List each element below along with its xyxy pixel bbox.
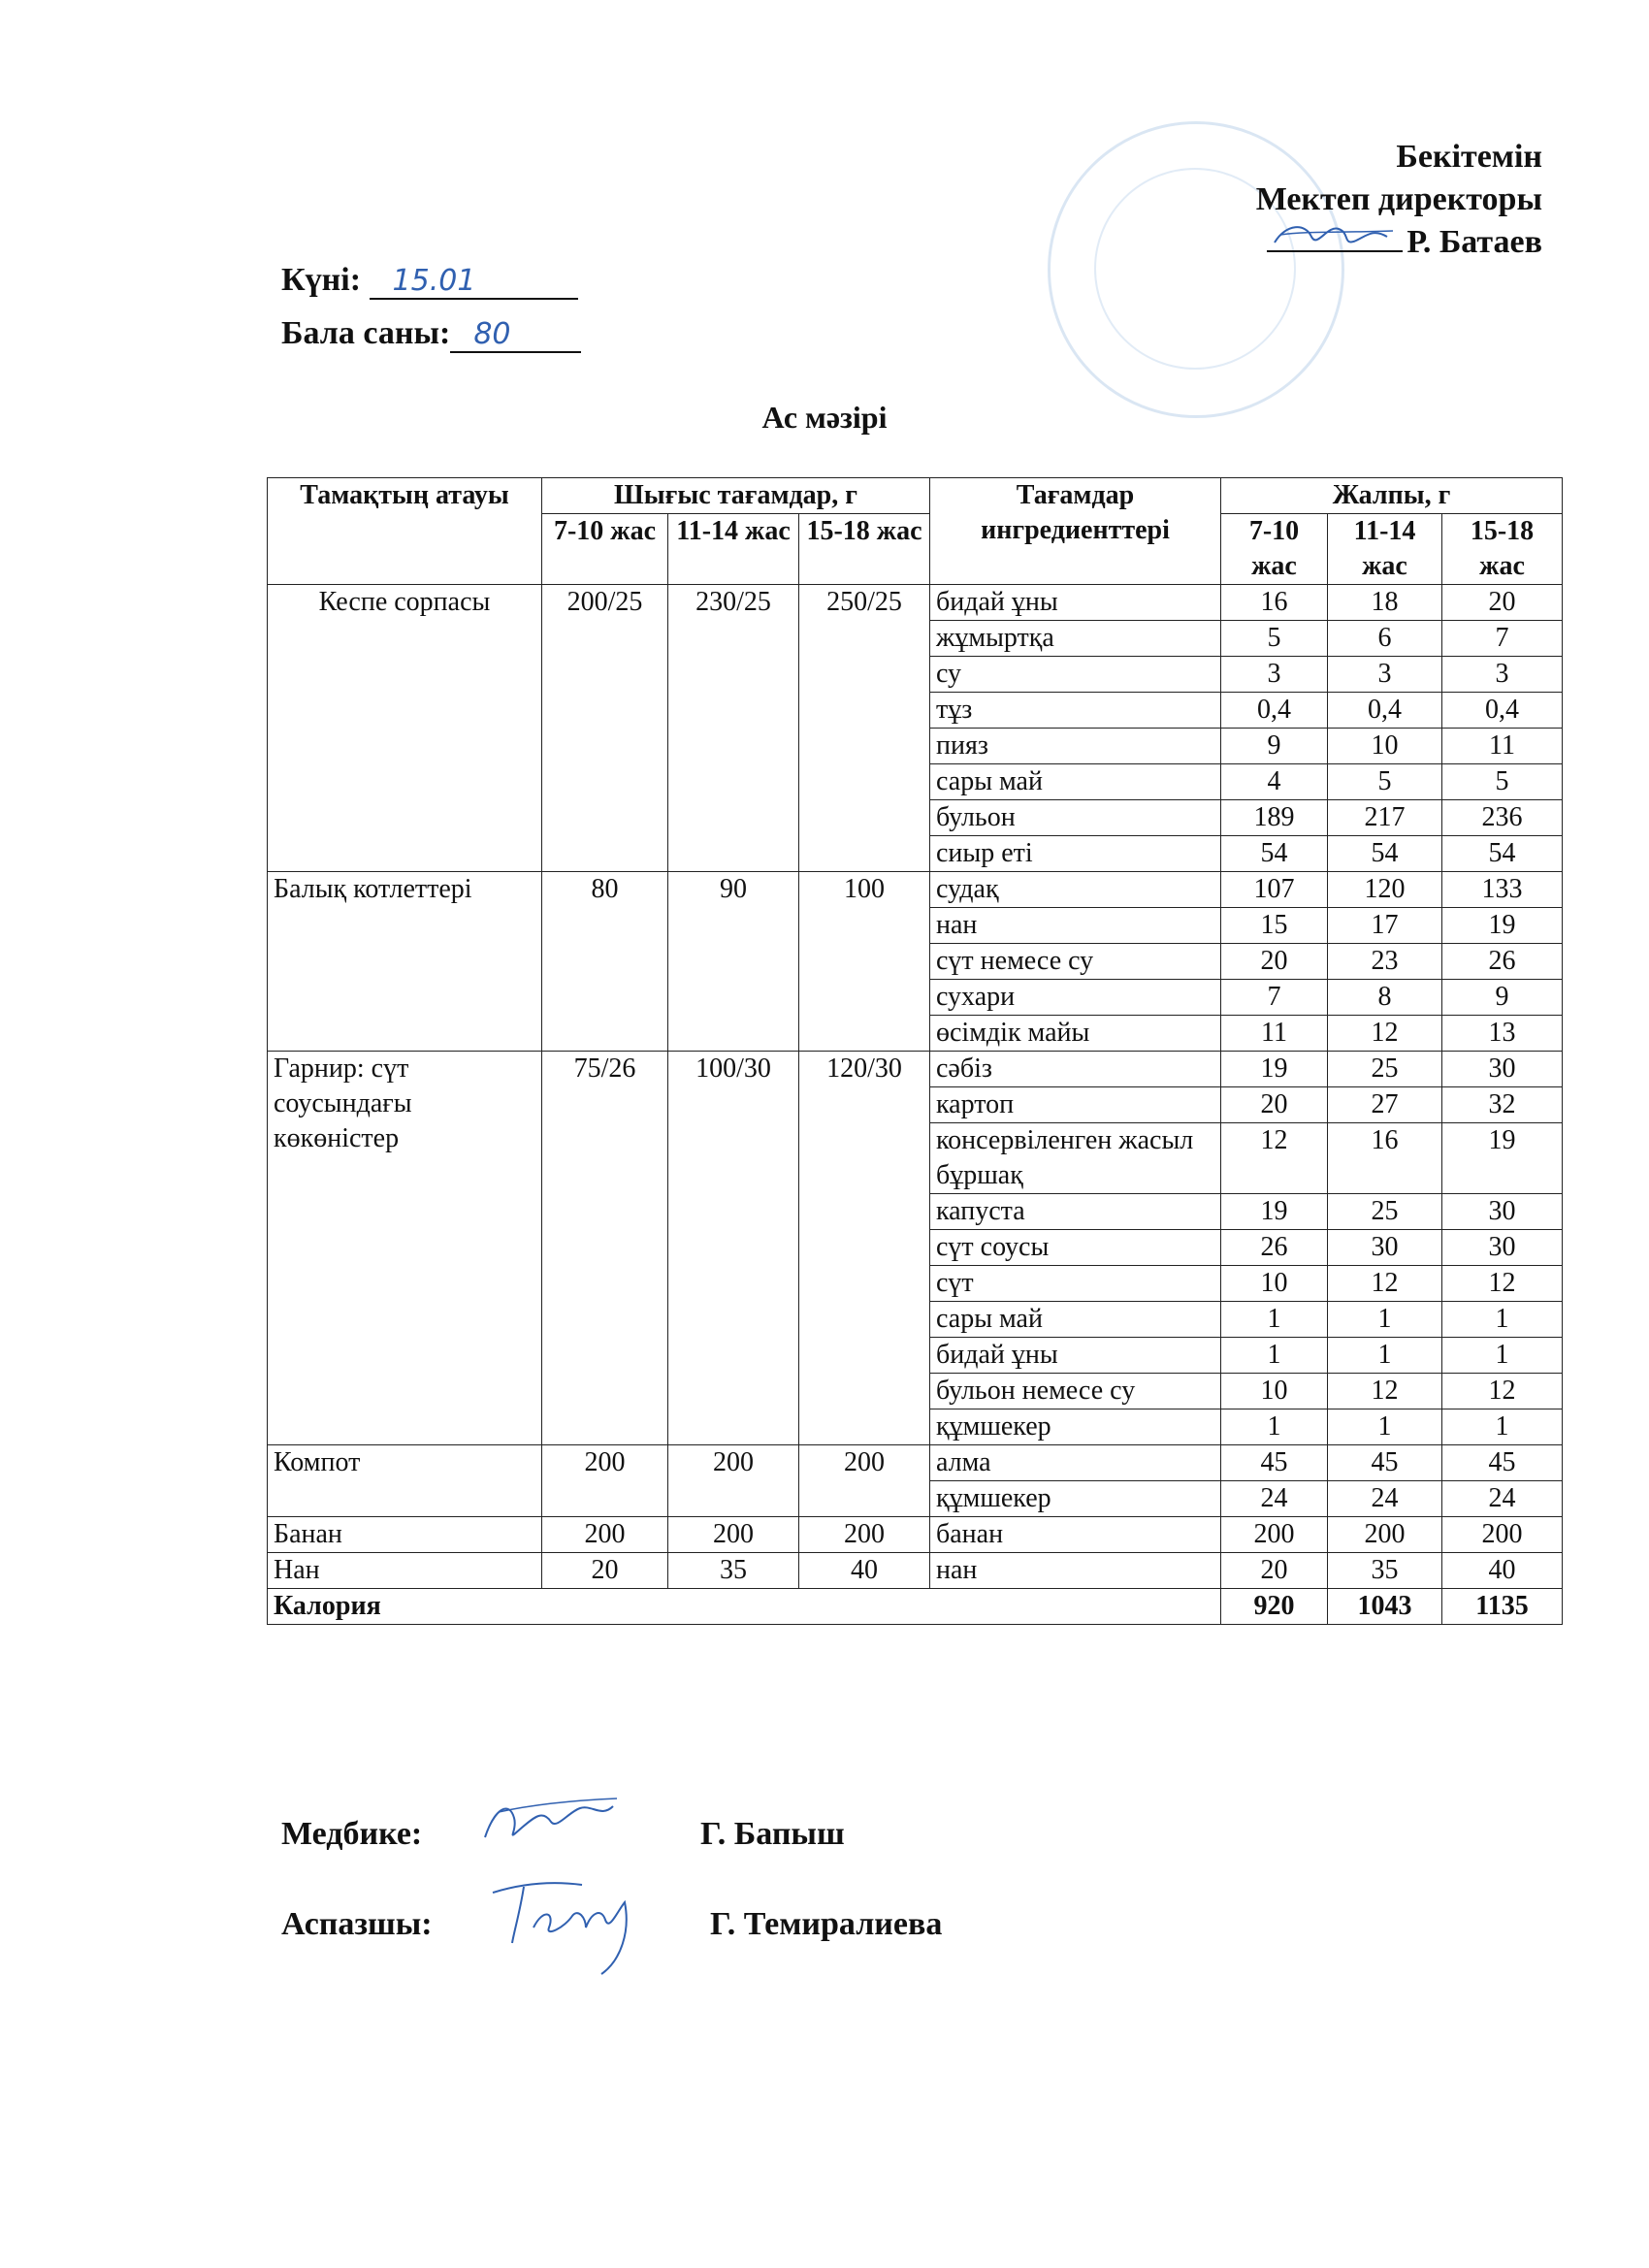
ingredient-amount: 10 (1221, 1374, 1328, 1409)
ingredient-name: сары май (930, 1302, 1221, 1338)
header-output: Шығыс тағамдар, г (542, 478, 930, 514)
ingredient-name: сүт (930, 1266, 1221, 1302)
ingredient-amount: 7 (1442, 621, 1563, 657)
dish-output-value: 250/25 (799, 585, 930, 872)
director-signature (1267, 221, 1403, 252)
ingredient-amount: 19 (1221, 1052, 1328, 1087)
ingredient-amount: 10 (1221, 1266, 1328, 1302)
ingredient-amount: 23 (1328, 944, 1442, 980)
ingredient-amount: 26 (1442, 944, 1563, 980)
ingredient-amount: 1 (1328, 1409, 1442, 1445)
header-row-1 (268, 478, 1563, 514)
ingredient-amount: 236 (1442, 800, 1563, 836)
dish-output-value: 20 (542, 1553, 668, 1589)
medic-signature-line (281, 1816, 845, 1853)
header-output-age: 11-14 жас (668, 514, 799, 585)
ingredient-amount: 9 (1221, 729, 1328, 764)
ingredient-amount: 16 (1221, 585, 1328, 621)
dish-output-value: 80 (542, 872, 668, 1052)
ingredient-amount: 11 (1442, 729, 1563, 764)
dish-output-value: 100/30 (668, 1052, 799, 1445)
ingredient-amount: 1 (1442, 1302, 1563, 1338)
date-line (281, 262, 578, 300)
ingredient-name: сухари (930, 980, 1221, 1016)
ingredient-amount: 0,4 (1221, 693, 1328, 729)
table-row (268, 1052, 1563, 1087)
ingredient-amount: 3 (1221, 657, 1328, 693)
ingredient-amount: 12 (1442, 1374, 1563, 1409)
ingredient-amount: 12 (1328, 1016, 1442, 1052)
dish-output-value: 100 (799, 872, 930, 1052)
dish-output-value: 200 (799, 1517, 930, 1553)
header-output-age: 15-18 жас (799, 514, 930, 585)
ingredient-amount: 19 (1442, 1123, 1563, 1194)
dish-output-value: 200 (542, 1517, 668, 1553)
dish-output-value: 200 (799, 1445, 930, 1517)
ingredient-amount: 133 (1442, 872, 1563, 908)
ingredient-name: бульон (930, 800, 1221, 836)
ingredient-amount: 30 (1328, 1230, 1442, 1266)
ingredient-amount: 4 (1221, 764, 1328, 800)
ingredient-amount: 12 (1442, 1266, 1563, 1302)
total-row (268, 1589, 1563, 1625)
dish-name: Нан (268, 1553, 542, 1589)
ingredient-amount: 12 (1328, 1266, 1442, 1302)
approval-signature-line (1256, 221, 1542, 264)
ingredient-amount: 200 (1442, 1517, 1563, 1553)
table-row (268, 1445, 1563, 1481)
dish-output-value: 200 (668, 1517, 799, 1553)
dish-name: Гарнир: сүт соусындағы көкөністер (268, 1052, 542, 1445)
ingredient-amount: 27 (1328, 1087, 1442, 1123)
dish-output-value: 200 (542, 1445, 668, 1517)
approval-block (1256, 136, 1542, 264)
ingredient-name: алма (930, 1445, 1221, 1481)
total-value: 1043 (1328, 1589, 1442, 1625)
ingredient-amount: 189 (1221, 800, 1328, 836)
ingredient-name: су (930, 657, 1221, 693)
ingredient-amount: 217 (1328, 800, 1442, 836)
ingredient-name: судақ (930, 872, 1221, 908)
ingredient-name: сиыр еті (930, 836, 1221, 872)
dish-name: Компот (268, 1445, 542, 1517)
header-total-age: 11-14 жас (1328, 514, 1442, 585)
ingredient-amount: 20 (1442, 585, 1563, 621)
header-ingredients: Тағамдар ингредиенттері (930, 478, 1221, 585)
ingredient-amount: 5 (1442, 764, 1563, 800)
ingredient-name: банан (930, 1517, 1221, 1553)
ingredient-amount: 26 (1221, 1230, 1328, 1266)
ingredient-amount: 17 (1328, 908, 1442, 944)
ingredient-amount: 24 (1221, 1481, 1328, 1517)
ingredient-amount: 200 (1221, 1517, 1328, 1553)
children-count-line (281, 315, 581, 353)
dish-name: Кеспе сорпасы (268, 585, 542, 872)
ingredient-amount: 30 (1442, 1052, 1563, 1087)
ingredient-name: тұз (930, 693, 1221, 729)
ingredient-amount: 1 (1328, 1302, 1442, 1338)
ingredient-name: бидай ұны (930, 585, 1221, 621)
dish-name: Банан (268, 1517, 542, 1553)
dish-output-value: 200 (668, 1445, 799, 1517)
header-total: Жалпы, г (1221, 478, 1563, 514)
ingredient-amount: 12 (1328, 1374, 1442, 1409)
dish-output-value: 75/26 (542, 1052, 668, 1445)
ingredient-amount: 19 (1442, 908, 1563, 944)
ingredient-amount: 13 (1442, 1016, 1563, 1052)
ingredient-amount: 0,4 (1328, 693, 1442, 729)
ingredient-amount: 18 (1328, 585, 1442, 621)
ingredient-name: консервіленген жасыл бұршақ (930, 1123, 1221, 1194)
menu-table (267, 477, 1563, 1625)
ingredient-amount: 107 (1221, 872, 1328, 908)
medic-label: Медбике: (281, 1816, 423, 1852)
ingredient-amount: 19 (1221, 1194, 1328, 1230)
ingredient-amount: 8 (1328, 980, 1442, 1016)
ingredient-name: сәбіз (930, 1052, 1221, 1087)
ingredient-amount: 40 (1442, 1553, 1563, 1589)
director-name: Р. Батаев (1406, 224, 1542, 260)
ingredient-name: пияз (930, 729, 1221, 764)
header-total-age: 7-10 жас (1221, 514, 1328, 585)
date-value: 15.01 (370, 265, 578, 300)
ingredient-name: өсімдік майы (930, 1016, 1221, 1052)
ingredient-amount: 20 (1221, 1553, 1328, 1589)
ingredient-name: бидай ұны (930, 1338, 1221, 1374)
header-dish: Тамақтың атауы (268, 478, 542, 585)
ingredient-amount: 20 (1221, 944, 1328, 980)
ingredient-amount: 5 (1328, 764, 1442, 800)
dish-output-value: 35 (668, 1553, 799, 1589)
page-title: Ас мәзірі (761, 400, 888, 435)
table-row (268, 1553, 1563, 1589)
ingredient-amount: 25 (1328, 1194, 1442, 1230)
ingredient-amount: 24 (1328, 1481, 1442, 1517)
ingredient-amount: 1 (1328, 1338, 1442, 1374)
ingredient-amount: 16 (1328, 1123, 1442, 1194)
ingredient-amount: 12 (1221, 1123, 1328, 1194)
ingredient-amount: 0,4 (1442, 693, 1563, 729)
ingredient-name: нан (930, 1553, 1221, 1589)
header-output-age: 7-10 жас (542, 514, 668, 585)
dish-output-value: 200/25 (542, 585, 668, 872)
ingredient-amount: 25 (1328, 1052, 1442, 1087)
ingredient-amount: 1 (1442, 1409, 1563, 1445)
approval-heading: Бекітемін (1396, 139, 1542, 175)
ingredient-amount: 1 (1221, 1338, 1328, 1374)
total-value: 1135 (1442, 1589, 1563, 1625)
medic-name: Г. Бапыш (700, 1816, 845, 1852)
cook-signature (485, 1873, 650, 1980)
ingredient-name: сүт немесе су (930, 944, 1221, 980)
ingredient-amount: 54 (1442, 836, 1563, 872)
table-row (268, 872, 1563, 908)
ingredient-amount: 20 (1221, 1087, 1328, 1123)
ingredient-amount: 120 (1328, 872, 1442, 908)
approval-position: Мектеп директоры (1255, 181, 1542, 217)
menu-table-body (268, 585, 1563, 1625)
ingredient-amount: 200 (1328, 1517, 1442, 1553)
ingredient-amount: 54 (1328, 836, 1442, 872)
ingredient-amount: 10 (1328, 729, 1442, 764)
dish-output-value: 230/25 (668, 585, 799, 872)
ingredient-amount: 1 (1442, 1338, 1563, 1374)
ingredient-amount: 45 (1328, 1445, 1442, 1481)
medic-signature (475, 1789, 621, 1857)
ingredient-amount: 5 (1221, 621, 1328, 657)
ingredient-amount: 11 (1221, 1016, 1328, 1052)
cook-signature-line (281, 1906, 942, 1943)
dish-output-value: 40 (799, 1553, 930, 1589)
ingredient-amount: 6 (1328, 621, 1442, 657)
ingredient-name: құмшекер (930, 1481, 1221, 1517)
ingredient-amount: 1 (1221, 1302, 1328, 1338)
ingredient-amount: 30 (1442, 1230, 1563, 1266)
ingredient-amount: 3 (1442, 657, 1563, 693)
ingredient-amount: 3 (1328, 657, 1442, 693)
table-row (268, 585, 1563, 621)
dish-output-value: 120/30 (799, 1052, 930, 1445)
date-label: Күні: (281, 262, 362, 298)
ingredient-amount: 7 (1221, 980, 1328, 1016)
ingredient-name: нан (930, 908, 1221, 944)
dish-name: Балық котлеттері (268, 872, 542, 1052)
cook-label: Аспазшы: (281, 1906, 433, 1942)
ingredient-amount: 1 (1221, 1409, 1328, 1445)
ingredient-name: капуста (930, 1194, 1221, 1230)
ingredient-name: бульон немесе су (930, 1374, 1221, 1409)
ingredient-amount: 15 (1221, 908, 1328, 944)
ingredient-amount: 30 (1442, 1194, 1563, 1230)
ingredient-amount: 35 (1328, 1553, 1442, 1589)
ingredient-name: жұмыртқа (930, 621, 1221, 657)
dish-output-value: 90 (668, 872, 799, 1052)
director-signature-scribble (1267, 215, 1403, 254)
table-row (268, 1517, 1563, 1553)
ingredient-name: сары май (930, 764, 1221, 800)
ingredient-amount: 54 (1221, 836, 1328, 872)
ingredient-amount: 45 (1221, 1445, 1328, 1481)
ingredient-amount: 9 (1442, 980, 1563, 1016)
ingredient-amount: 45 (1442, 1445, 1563, 1481)
ingredient-name: картоп (930, 1087, 1221, 1123)
cook-name: Г. Темиралиева (710, 1906, 943, 1942)
ingredient-name: сүт соусы (930, 1230, 1221, 1266)
header-total-age: 15-18 жас (1442, 514, 1563, 585)
total-label: Калория (268, 1589, 1221, 1625)
total-value: 920 (1221, 1589, 1328, 1625)
ingredient-amount: 24 (1442, 1481, 1563, 1517)
ingredient-name: құмшекер (930, 1409, 1221, 1445)
children-count-value: 80 (450, 318, 581, 353)
ingredient-amount: 32 (1442, 1087, 1563, 1123)
children-count-label: Бала саны: (281, 315, 451, 351)
